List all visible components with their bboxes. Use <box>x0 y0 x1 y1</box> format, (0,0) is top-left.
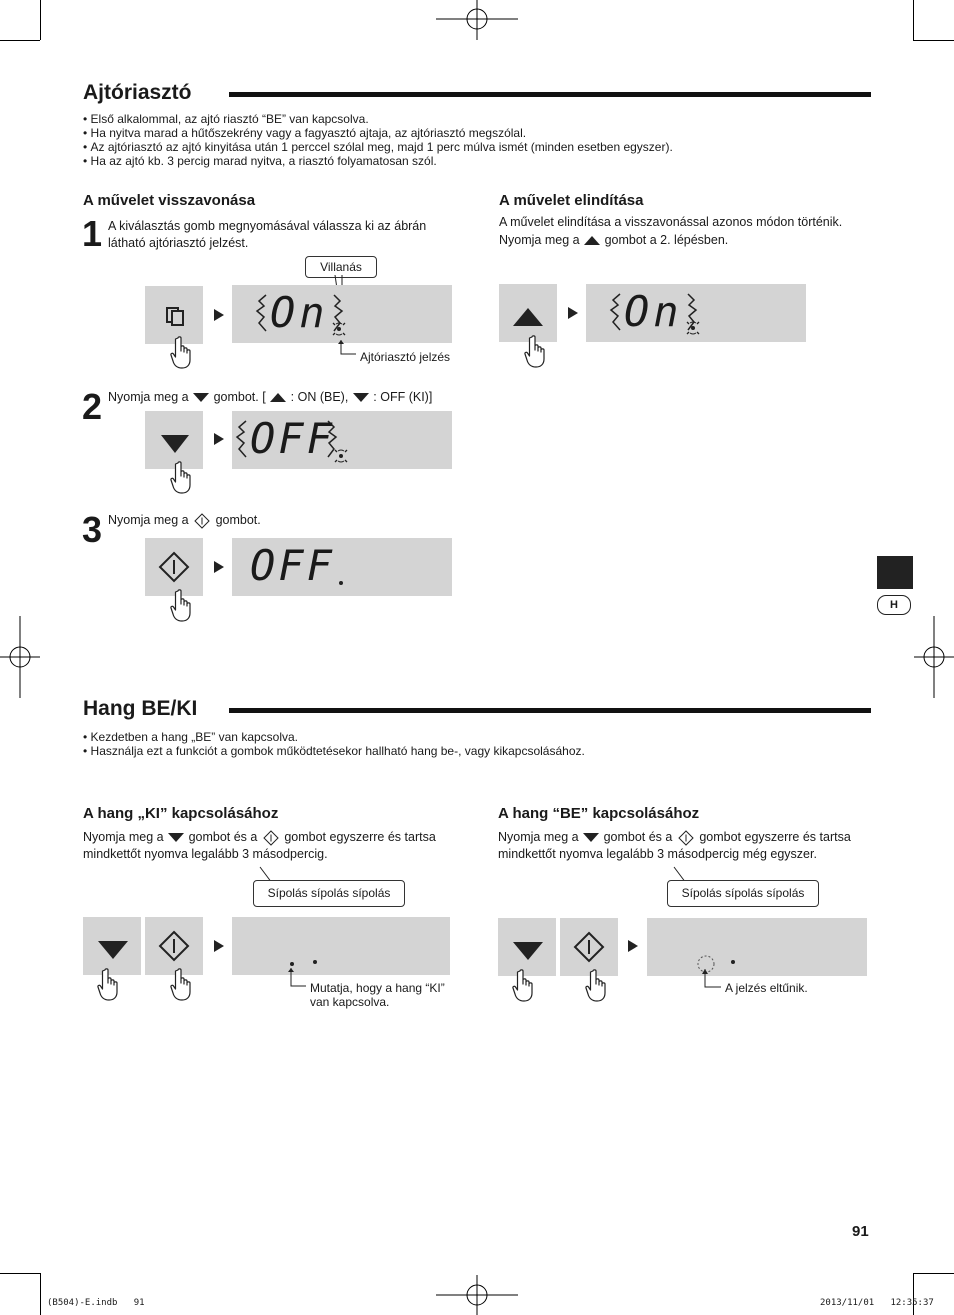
sound-on-text-part: gombot és a <box>603 830 673 844</box>
hand-press-icon <box>522 335 548 369</box>
set-diamond-icon <box>192 513 212 529</box>
bullet-item: • Első alkalommal, az ajtó riasztó “BE” van kapcsolva. <box>83 112 883 126</box>
sound-off-text-part: gombot egyszerre és tartsa <box>284 830 436 844</box>
down-triangle-icon <box>498 918 556 976</box>
start-text-line2 <box>499 232 728 249</box>
up-triangle-icon <box>269 392 287 403</box>
display-panel <box>232 411 452 469</box>
step3-text <box>108 512 261 529</box>
indicator-dot <box>731 960 735 964</box>
hand-press-icon <box>168 461 194 495</box>
sound-on-text <box>498 829 851 846</box>
crop-mark <box>0 40 40 41</box>
sound-on-text-line2: mindkettőt nyomva legalább 3 másodpercig még egyszer. <box>498 847 817 861</box>
hand-press-icon <box>168 589 194 623</box>
up-triangle-icon <box>499 284 557 342</box>
display-panel <box>232 285 452 343</box>
step-number: 3 <box>82 509 103 550</box>
indicator-label: Ajtóriasztó jelzés <box>360 350 451 364</box>
section-title-door-alarm: Ajtóriasztó <box>83 81 192 104</box>
indicator-dot <box>313 960 317 964</box>
registration-mark <box>914 616 954 698</box>
sound-off-heading: A hang „KI” kapcsolásához <box>83 805 279 822</box>
sound-off-text-part: gombot és a <box>188 830 258 844</box>
step-number: 1 <box>82 213 103 254</box>
bullet-item: • Ha az ajtó kb. 3 percig marad nyitva, a riasztó folyamatosan szól. <box>83 154 883 168</box>
page-number: 91 <box>852 1223 869 1240</box>
down-button[interactable] <box>498 918 556 976</box>
step2-text-part: Nyomja meg a <box>108 390 189 404</box>
crop-mark <box>913 0 914 40</box>
bullet-item: • Kezdetben a hang „BE” van kapcsolva. <box>83 730 883 744</box>
arrow-right-icon <box>628 940 638 952</box>
display-panel <box>232 917 450 975</box>
set-diamond-icon <box>560 918 618 976</box>
sound-on-text-part: gombot egyszerre és tartsa <box>699 830 851 844</box>
sound-off-note <box>310 981 445 1009</box>
cancel-heading: A művelet visszavonása <box>83 192 256 209</box>
indicator-pointer <box>288 968 308 990</box>
arrow-right-icon <box>214 433 224 445</box>
beep-callout: Sípolás sípolás sípolás <box>253 880 405 907</box>
step2-text-part: : ON (BE), <box>290 390 349 404</box>
door-alarm-indicator-icon <box>332 447 350 465</box>
display-text: OFF <box>250 541 335 590</box>
display-panel <box>647 918 867 976</box>
set-diamond-icon <box>145 538 203 596</box>
arrow-right-icon <box>214 940 224 952</box>
hand-press-icon <box>168 336 194 370</box>
sound-off-text-part: Nyomja meg a <box>83 830 164 844</box>
step1-text: A kiválasztás gomb megnyomásával válassza ki az ábrán látható ajtóriasztó jelzést. <box>108 219 427 250</box>
crop-mark <box>40 1273 41 1315</box>
bullet-item: • Ha nyitva marad a hűtőszekrény vagy a fagyasztó ajtaja, az ajtóriasztó megszólal. <box>83 126 883 140</box>
set-button[interactable] <box>560 918 618 976</box>
start-text-part: gombot a 2. lépésben. <box>604 233 729 247</box>
step-number: 2 <box>82 386 103 427</box>
door-alarm-indicator-icon <box>684 319 702 337</box>
sound-on-note: A jelzés eltűnik. <box>725 981 808 995</box>
display-text: OFF <box>250 414 335 463</box>
registration-mark <box>0 616 40 698</box>
start-heading: A művelet elindítása <box>499 192 644 209</box>
display-text: On <box>624 287 683 336</box>
registration-mark <box>436 1275 518 1315</box>
sound-off-text <box>83 829 436 846</box>
down-button[interactable] <box>83 917 141 975</box>
step3-text-part: Nyomja meg a <box>108 513 189 527</box>
step2-text <box>108 389 488 406</box>
sound-off-note-line: Mutatja, hogy a hang “KI” <box>310 981 445 995</box>
door-alarm-bullets <box>83 112 883 168</box>
start-text-part: Nyomja meg a <box>499 233 580 247</box>
section-title-sound: Hang BE/KI <box>83 697 198 720</box>
hand-press-icon <box>168 968 194 1002</box>
language-tab: H <box>877 595 911 615</box>
indicator-dot <box>339 581 343 585</box>
section-rule <box>229 92 871 97</box>
hand-press-icon <box>510 969 536 1003</box>
sound-off-note-line: van kapcsolva. <box>310 995 390 1009</box>
hand-press-icon <box>95 968 121 1002</box>
footer-timestamp: 2013/11/01 12:35:37 <box>820 1298 934 1308</box>
sound-on-heading: A hang “BE” kapcsolásához <box>498 805 700 822</box>
set-diamond-icon <box>145 917 203 975</box>
up-triangle-icon <box>583 235 601 246</box>
arrow-right-icon <box>214 309 224 321</box>
up-button[interactable] <box>499 284 557 342</box>
side-tab-block <box>877 556 913 589</box>
sound-on-text-part: Nyomja meg a <box>498 830 579 844</box>
set-button[interactable] <box>145 917 203 975</box>
display-panel <box>586 284 806 342</box>
down-triangle-icon <box>582 832 600 843</box>
step2-text-part: gombot. [ <box>213 390 266 404</box>
down-triangle-icon <box>192 392 210 403</box>
beep-callout: Sípolás sípolás sípolás <box>667 880 819 907</box>
crop-mark <box>0 1273 40 1274</box>
flash-callout: Villanás <box>305 256 377 278</box>
hand-press-icon <box>583 969 609 1003</box>
step3-text-part: gombot. <box>215 513 261 527</box>
indicator-pointer <box>701 969 723 991</box>
registration-mark <box>436 0 518 40</box>
crop-mark <box>913 1273 914 1315</box>
bullet-item: • Az ajtóriasztó az ajtó kinyitása után 1 perccel szólal meg, majd 1 perc múlva ismét (minden esetben egyszer). <box>83 140 883 154</box>
arrow-right-icon <box>568 307 578 319</box>
set-diamond-icon <box>261 830 281 846</box>
down-triangle-icon <box>167 832 185 843</box>
indicator-pointer <box>338 340 358 360</box>
door-alarm-indicator-icon <box>330 320 348 338</box>
sound-off-indicator <box>290 962 294 966</box>
display-text: On <box>270 288 329 337</box>
set-diamond-icon <box>676 830 696 846</box>
arrow-right-icon <box>214 561 224 573</box>
footer-file-info: (B504)-E.indb 91 <box>47 1298 145 1308</box>
section-rule <box>229 708 871 713</box>
sound-off-text-line2: mindkettőt nyomva legalább 3 másodpercig. <box>83 847 328 861</box>
down-triangle-icon <box>83 917 141 975</box>
down-triangle-icon <box>352 392 370 403</box>
sound-bullets <box>83 730 883 758</box>
crop-mark <box>913 40 954 41</box>
start-text-line1: A művelet elindítása a visszavonással azonos módon történik. <box>499 215 843 229</box>
crop-mark <box>913 1273 954 1274</box>
crop-mark <box>40 0 41 40</box>
bullet-item: • Használja ezt a funkciót a gombok működtetésekor hallható hang be-, vagy kikapcsolásához. <box>83 744 883 758</box>
display-panel <box>232 538 452 596</box>
step2-text-part: : OFF (KI)] <box>373 390 433 404</box>
set-button[interactable] <box>145 538 203 596</box>
